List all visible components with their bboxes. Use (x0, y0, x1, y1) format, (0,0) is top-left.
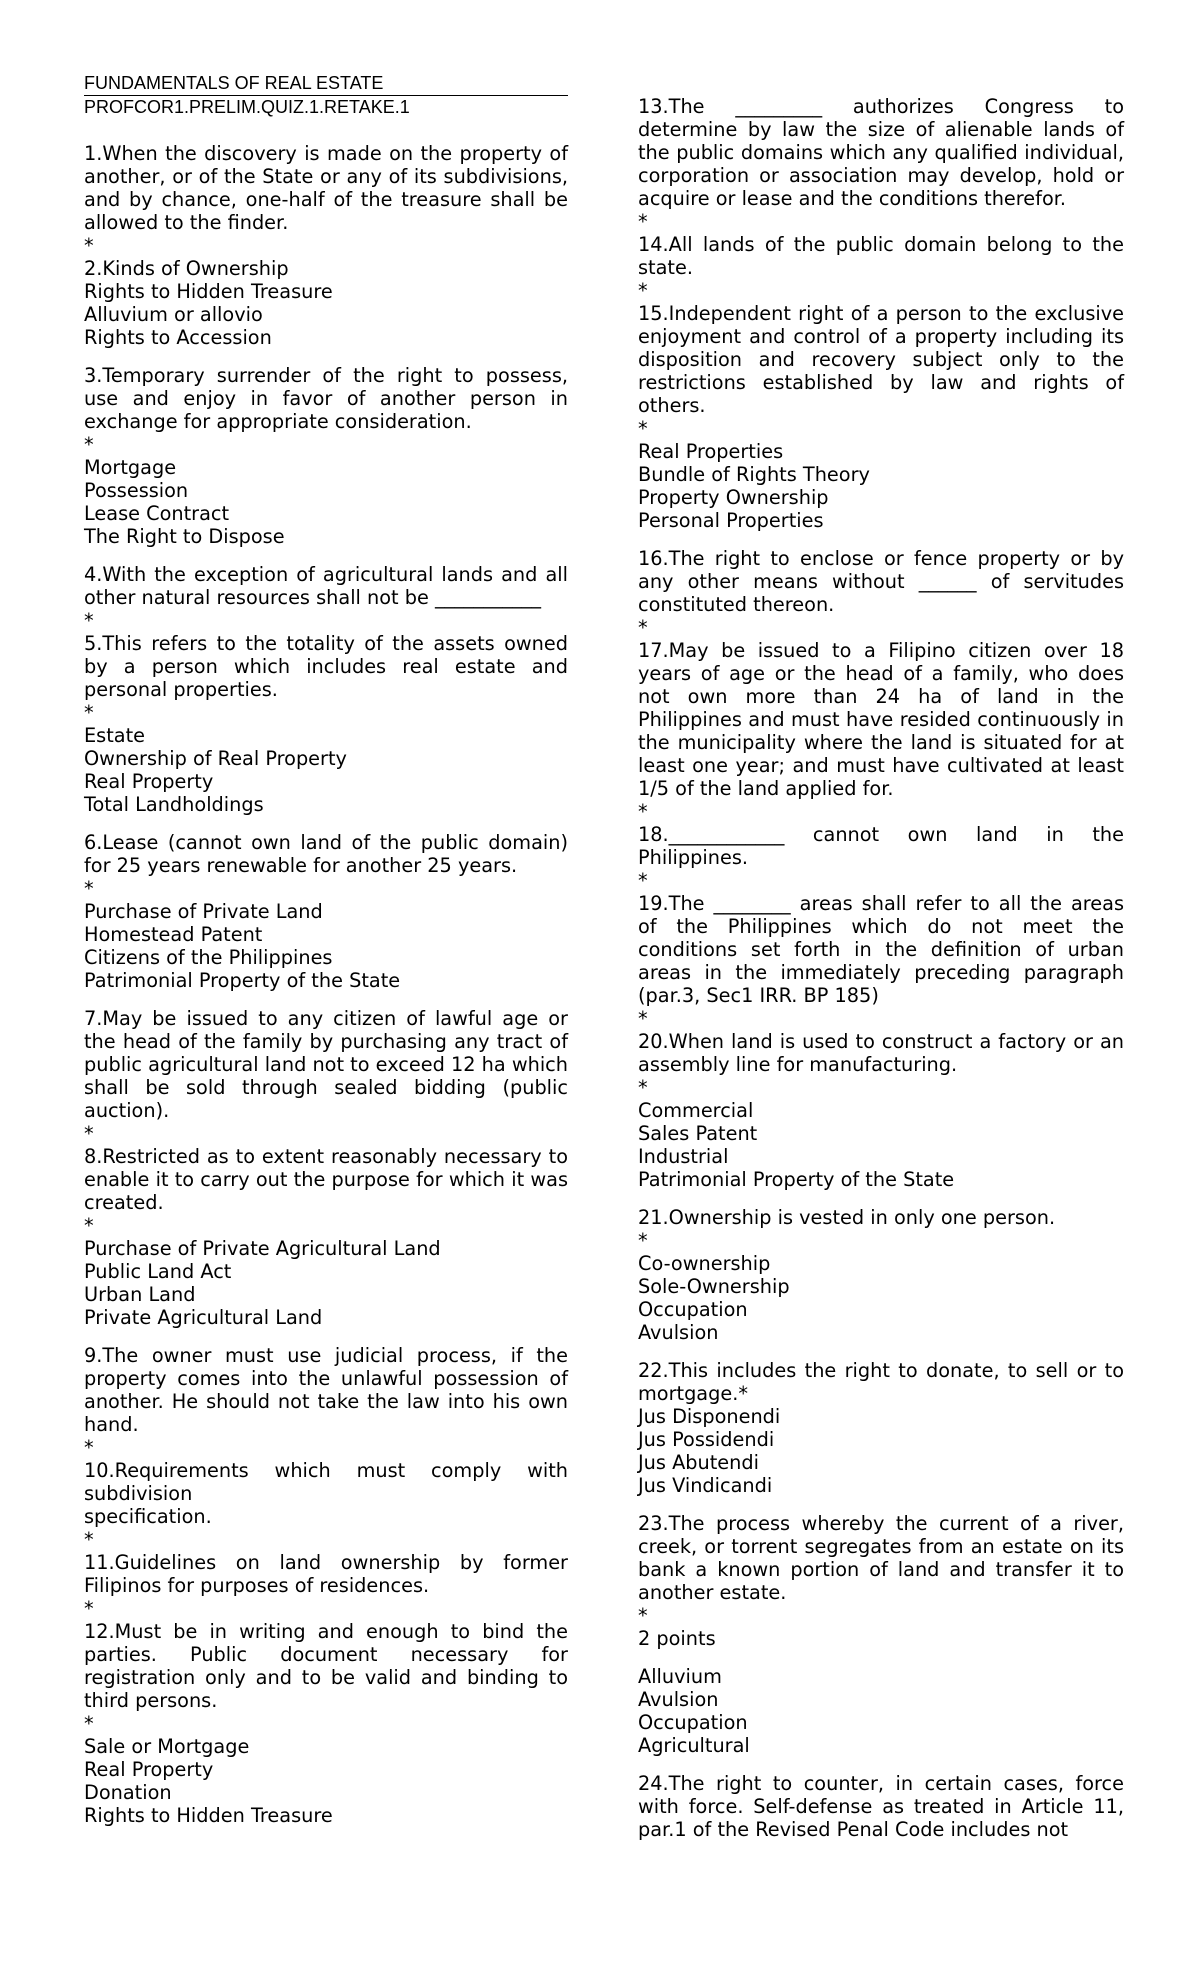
required-marker: * (84, 701, 94, 724)
points-label: 2 points (638, 1627, 716, 1650)
option[interactable]: Commercial (638, 1099, 754, 1122)
option[interactable]: Rights to Accession (84, 326, 272, 349)
option[interactable]: Purchase of Private Land (84, 900, 323, 923)
option[interactable]: Alluvium or allovio (84, 303, 263, 326)
question-22-text: 22.This includes the right to donate, to sell or to mortgage.* (638, 1359, 1124, 1405)
option[interactable]: Purchase of Private Agricultural Land (84, 1237, 441, 1260)
option[interactable]: Occupation (638, 1711, 748, 1734)
question-3-options (84, 456, 568, 548)
question-23-points-block (638, 1627, 1124, 1650)
question-2-options (84, 280, 568, 349)
question-16 (638, 547, 1124, 639)
question-5-text: 5.This refers to the totality of the assets owned by a person which includes real estate and personal properties. (84, 632, 568, 701)
option[interactable]: Jus Possidendi (638, 1428, 775, 1451)
question-12-text: 12.Must be in writing and enough to bind the parties. Public document necessary for registration only and to be valid and binding to third persons. (84, 1620, 568, 1712)
option[interactable]: Rights to Hidden Treasure (84, 280, 333, 303)
question-12-options (84, 1735, 568, 1827)
option[interactable]: Sales Patent (638, 1122, 758, 1145)
question-20-options (638, 1099, 1124, 1191)
question-24-text: 24.The right to counter, in certain cases, force with force. Self-defense as treated in Article 11, par.1 of the Revised Penal Code includes not (638, 1772, 1124, 1841)
option[interactable]: Ownership of Real Property (84, 747, 347, 770)
required-marker: * (84, 1122, 94, 1145)
question-20 (638, 1030, 1124, 1099)
question-4-text: 4.With the exception of agricultural lands and all other natural resources shall not be ___________ (84, 563, 568, 609)
question-15-options (638, 440, 1124, 532)
question-24 (638, 1772, 1124, 1841)
question-1-text: 1.When the discovery is made on the property of another, or of the State or any of its subdivisions, and by chance, one-half of the treasure shall be allowed to the finder. (84, 142, 568, 234)
question-7-text: 7.May be issued to any citizen of lawful age or the head of the family by purchasing any tract of public agricultural land not to exceed 12 ha which shall be sold through sealed bidding (public auction). (84, 1007, 568, 1122)
question-6-options (84, 900, 568, 992)
required-marker: * (84, 234, 94, 257)
option[interactable]: Possession (84, 479, 189, 502)
option[interactable]: Public Land Act (84, 1260, 232, 1283)
option[interactable]: Urban Land (84, 1283, 196, 1306)
question-10 (84, 1459, 568, 1551)
option[interactable]: Sale or Mortgage (84, 1735, 250, 1758)
question-6 (84, 831, 568, 900)
required-marker: * (84, 877, 94, 900)
question-8-options (84, 1237, 568, 1329)
question-17 (638, 639, 1124, 823)
required-marker: * (638, 1604, 648, 1627)
question-22-options (638, 1405, 1124, 1497)
question-7 (84, 1007, 568, 1145)
option[interactable]: Real Property (84, 1758, 214, 1781)
option[interactable]: Total Landholdings (84, 793, 264, 816)
question-3 (84, 364, 568, 456)
question-6-text: 6.Lease (cannot own land of the public domain) for 25 years renewable for another 25 years. (84, 831, 568, 877)
question-22 (638, 1359, 1124, 1405)
question-4 (84, 563, 568, 632)
required-marker: * (638, 1076, 648, 1099)
option[interactable]: The Right to Dispose (84, 525, 285, 548)
question-10-text: 10.Requirements which must comply with subdivision (84, 1459, 568, 1505)
option[interactable]: Rights to Hidden Treasure (84, 1804, 333, 1827)
required-marker: * (638, 417, 648, 440)
option[interactable]: Mortgage (84, 456, 177, 479)
required-marker: * (638, 1229, 648, 1252)
option[interactable]: Personal Properties (638, 509, 824, 532)
option[interactable]: Patrimonial Property of the State (638, 1168, 955, 1191)
option[interactable]: Avulsion (638, 1321, 719, 1344)
question-13-text: 13.The _________ authorizes Congress to determine by law the size of alienable lands of the public domains which any qualified individual, corporation or association may develop, hold or acquire or lease and the conditions therefor. (638, 95, 1124, 210)
question-9-text: 9.The owner must use judicial process, if the property comes into the unlawful possession of another. He should not take the law into his own hand. (84, 1344, 568, 1436)
option[interactable]: Citizens of the Philippines (84, 946, 333, 969)
option[interactable]: Real Property (84, 770, 214, 793)
question-20-text: 20.When land is used to construct a factory or an assembly line for manufacturing. (638, 1030, 1124, 1076)
document-title: FUNDAMENTALS OF REAL ESTATE (84, 72, 568, 96)
question-13 (638, 95, 1124, 233)
question-8 (84, 1145, 568, 1237)
required-marker: * (638, 279, 648, 302)
question-18 (638, 823, 1124, 892)
right-column (638, 95, 1124, 1841)
question-23-options (638, 1665, 1124, 1757)
required-marker: * (638, 1007, 648, 1030)
question-17-text: 17.May be issued to a Filipino citizen over 18 years of age or the head of a family, who does not own more than 24 ha of land in the Philippines and must have resided continuously in the municipality where the land is situated for at least one year; and must have cultivated at least 1/5 of the land applied for. (638, 639, 1124, 800)
required-marker: * (638, 616, 648, 639)
question-23 (638, 1512, 1124, 1627)
option[interactable]: Avulsion (638, 1688, 719, 1711)
required-marker: * (84, 1528, 94, 1551)
question-14 (638, 233, 1124, 302)
option[interactable]: Real Properties (638, 440, 784, 463)
required-marker: * (84, 1214, 94, 1237)
question-10-text-cont: specification. (84, 1505, 212, 1528)
required-marker: * (84, 1712, 94, 1735)
question-14-text: 14.All lands of the public domain belong to the state. (638, 233, 1124, 279)
question-19 (638, 892, 1124, 1030)
option[interactable]: Estate (84, 724, 146, 747)
option[interactable]: Jus Abutendi (638, 1451, 759, 1474)
question-21 (638, 1206, 1124, 1252)
option[interactable]: Property Ownership (638, 486, 829, 509)
document-subtitle: PROFCOR1.PRELIM.QUIZ.1.RETAKE.1 (84, 97, 410, 117)
question-5 (84, 632, 568, 724)
option[interactable]: Donation (84, 1781, 172, 1804)
question-18-text: 18.____________ cannot own land in the Philippines. (638, 823, 1124, 869)
required-marker: * (84, 1597, 94, 1620)
question-2-text: 2.Kinds of Ownership (84, 257, 289, 280)
option[interactable]: Lease Contract (84, 502, 230, 525)
question-11 (84, 1551, 568, 1620)
question-12 (84, 1620, 568, 1735)
option[interactable]: Agricultural (638, 1734, 750, 1757)
option[interactable]: Bundle of Rights Theory (638, 463, 870, 486)
question-21-text: 21.Ownership is vested in only one person. (638, 1206, 1056, 1229)
question-15 (638, 302, 1124, 440)
option[interactable]: Occupation (638, 1298, 748, 1321)
option[interactable]: Private Agricultural Land (84, 1306, 323, 1329)
question-19-text: 19.The ________ areas shall refer to all the areas of the Philippines which do not meet the conditions set forth in the definition of urban areas in the immediately preceding paragraph (par.3, Sec1 IRR. BP 185) (638, 892, 1124, 1007)
option[interactable]: Patrimonial Property of the State (84, 969, 401, 992)
required-marker: * (84, 1436, 94, 1459)
required-marker: * (84, 433, 94, 456)
question-1 (84, 142, 568, 257)
option[interactable]: Industrial (638, 1145, 729, 1168)
left-column (84, 72, 568, 1842)
question-2 (84, 257, 568, 280)
question-5-options (84, 724, 568, 816)
question-21-options (638, 1252, 1124, 1344)
required-marker: * (638, 210, 648, 233)
option[interactable]: Sole-Ownership (638, 1275, 790, 1298)
option[interactable]: Jus Vindicandi (638, 1474, 773, 1497)
option[interactable]: Jus Disponendi (638, 1405, 781, 1428)
required-marker: * (638, 800, 648, 823)
question-23-text: 23.The process whereby the current of a river, creek, or torrent segregates from an estate on its bank a known portion of land and transfer it to another estate. (638, 1512, 1124, 1604)
required-marker: * (84, 609, 94, 632)
required-marker: * (638, 869, 648, 892)
question-11-text: 11.Guidelines on land ownership by former Filipinos for purposes of residences. (84, 1551, 568, 1597)
option[interactable]: Alluvium (638, 1665, 722, 1688)
question-8-text: 8.Restricted as to extent reasonably necessary to enable it to carry out the purpose for which it was created. (84, 1145, 568, 1214)
question-15-text: 15.Independent right of a person to the exclusive enjoyment and control of a property including its disposition and recovery subject only to the restrictions established by law and rights of others. (638, 302, 1124, 417)
question-9 (84, 1344, 568, 1459)
question-16-text: 16.The right to enclose or fence property or by any other means without ______ of servitudes constituted thereon. (638, 547, 1124, 616)
option[interactable]: Co-ownership (638, 1252, 771, 1275)
question-3-text: 3.Temporary surrender of the right to possess, use and enjoy in favor of another person in exchange for appropriate consideration. (84, 364, 568, 433)
option[interactable]: Homestead Patent (84, 923, 263, 946)
